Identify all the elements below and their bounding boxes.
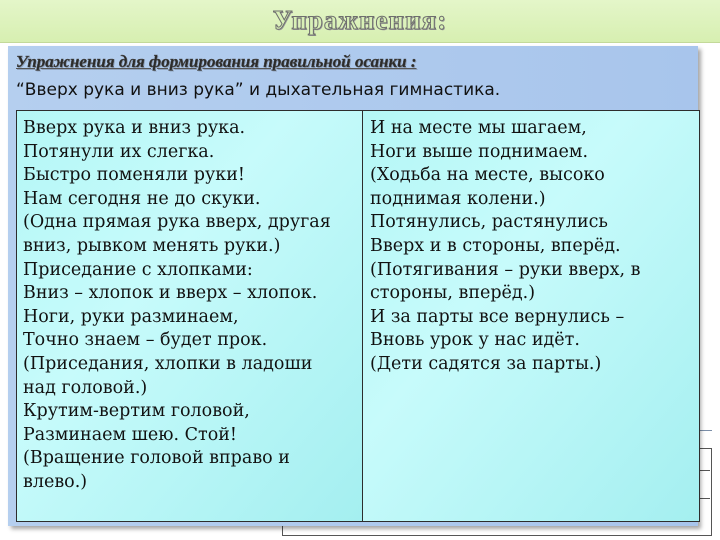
text-line: над головой.)	[23, 377, 148, 398]
text-line: Вновь урок у нас идёт.	[370, 330, 580, 351]
text-line: Потянули их слегка.	[23, 141, 215, 162]
section-subtitle: Упражнения для формирования правильной осанки :	[16, 52, 417, 71]
text-line: Вниз – хлопок и вверх – хлопок.	[23, 283, 318, 304]
text-line: влево.)	[23, 471, 88, 492]
text-line: И на месте мы шагаем,	[370, 118, 587, 138]
section-intro: “Вверх рука и вниз рука” и дыхательная гимнастика.	[16, 80, 501, 100]
text-line: вниз, рывком менять руки.)	[23, 235, 281, 256]
text-line: (Потягивания – руки вверх, в	[370, 259, 641, 280]
page-title: Упражнения:	[272, 4, 448, 35]
text-line: поднимая колени.)	[370, 188, 546, 209]
text-line: И за парты все вернулись –	[370, 306, 625, 327]
decorative-line	[698, 430, 712, 431]
exercise-column-left	[17, 111, 363, 521]
text-line: стороны, вперёд.)	[370, 283, 536, 304]
text-line: (Приседания, хлопки в ладоши	[23, 353, 313, 374]
title-bar	[0, 0, 720, 43]
text-line: Потянулись, растянулись	[370, 212, 608, 233]
text-line: Нам сегодня не до скуки.	[23, 188, 261, 209]
text-line: Разминаем шею. Стой!	[23, 424, 237, 445]
text-line: Ноги выше поднимаем.	[370, 141, 589, 162]
text-line: Точно знаем – будет прок.	[23, 330, 268, 351]
text-line: (Одна прямая рука вверх, другая	[23, 212, 331, 233]
text-line: Ноги, руки разминаем,	[23, 306, 239, 327]
text-line: (Вращение головой вправо и	[23, 448, 290, 469]
text-line: Вверх и в стороны, вперёд.	[370, 235, 621, 256]
text-line: Быстро поменяли руки!	[23, 165, 245, 186]
exercise-column-right	[363, 111, 699, 521]
text-line: Крутим-вертим головой,	[23, 401, 250, 422]
exercise-table	[16, 110, 700, 522]
text-line: (Ходьба на месте, высоко	[370, 165, 605, 186]
text-line: (Дети садятся за парты.)	[370, 353, 602, 374]
text-line: Приседание с хлопками:	[23, 259, 253, 280]
text-line: Вверх рука и вниз рука.	[23, 118, 246, 138]
